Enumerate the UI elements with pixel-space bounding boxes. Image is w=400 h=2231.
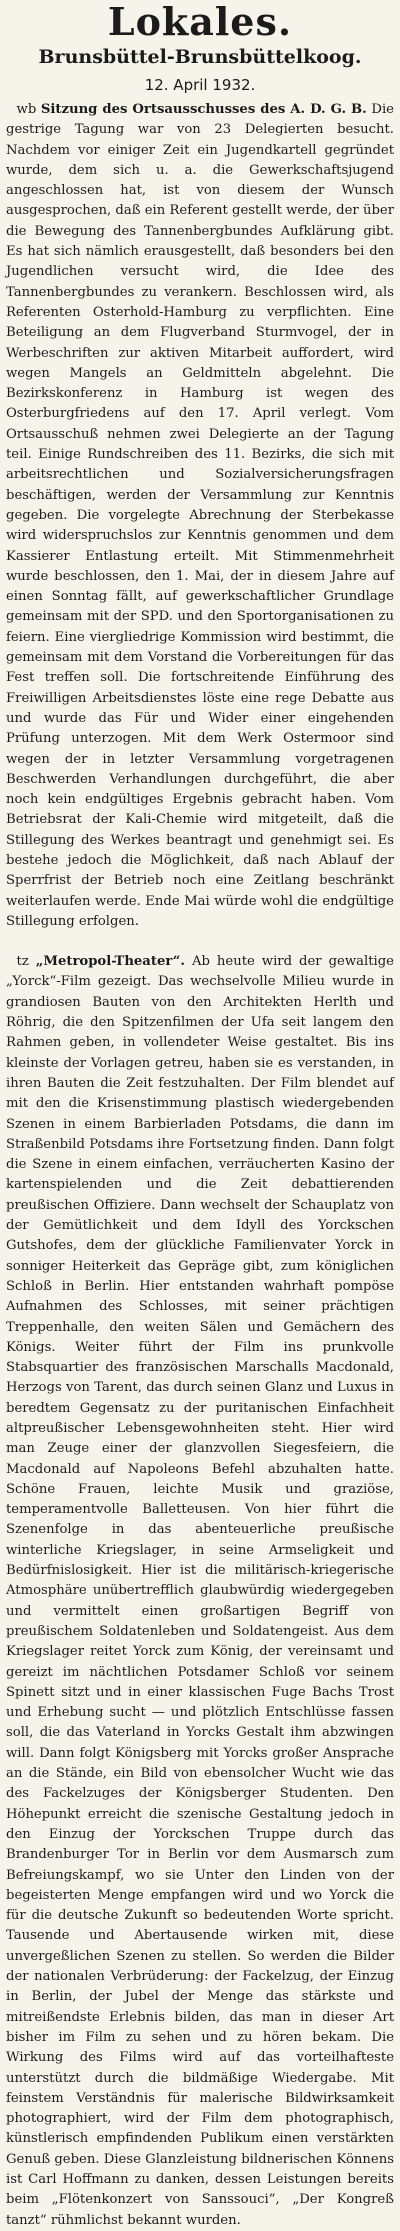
article-union-meeting [6,100,394,932]
article-metropol-theater [6,952,394,2231]
article-headline: Sitzung des Ortsausschusses des A. D. G. B. [40,102,367,117]
article-byline: tz [16,954,29,970]
article-byline: wb [16,102,37,117]
article-body: Die gestrige Tagung war von 23 Delegierten besucht. Nachdem vor einiger Zeit ein Jugendkartell gegründet wurde, dem sich u. a. die Gewerkschaftsjugend angeschlossen hat, ist von diesem der Wunsch ausgesprochen, daß ein Referent gestellt werde, der über die Bewegung des Tannenbergbundes Aufklärung gibt. Es hat sich nämlich erausgestellt, daß besonders bei den Jugendlichen versucht wird, die Idee des Tannenbergbundes zu verankern. Beschlossen wird, als Referenten Osterhold-Hamburg zu verpflichten. Eine Beteiligung an dem Flugverband Sturmvogel, der in Werbeschriften zur aktiven Mitarbeit auffordert, wird wegen Mangels an Geldmitteln abgelehnt. Die Bezirkskonferenz in Hamburg ist wegen des Osterburgfriedens auf den 17. April verlegt. Vom Ortsausschuß nehmen zwei Delegierte an der Tagung teil. Einige Rundschreiben des 11. Bezirks, die sich mit arbeitsrechtlichen und Sozialversicherungsfragen beschäftigen, werden der Versammlung zur Kenntnis gegeben. Die vorgelegte Abrechnung der Sterbekasse wird widerspruchslos zur Kenntnis genommen und dem Kassierer Entlastung erteilt. Mit Stimmenmehrheit wurde beschlossen, den 1. Mai, der in diesem Jahre auf einen Sonntag fällt, auf gewerkschaftlicher Grundlage gemeinsam mit der SPD. und den Sportorganisationen zu feiern. Eine viergliedrige Kommission wird bestimmt, die gemeinsam mit dem Vorstand die Vorbereitungen für das Fest treffen soll. Die fortschreitende Einführung des Freiwilligen Arbeitsdienstes löste eine rege Debatte aus und wurde das Für und Wider einer eingehenden Prüfung unterzogen. Mit dem Werk Ostermoor sind wegen der in letzter Versammlung vorgetragenen Beschwerden Verhandlungen durchgeführt, die aber noch kein endgültiges Ergebnis gebracht haben. Vom Betriebsrat der Kali-Chemie wird mitgeteilt, daß die Stillegung des Werkes beantragt und genehmigt sei. Es bestehe jedoch die Möglichkeit, daß nach Ablauf der Sperrfrist der Betrieb noch eine Zeitlang beschränkt weiterlaufen werde. Ende Mai würde wohl die endgültige Stillegung erfolgen. [6,102,394,929]
article-headline: „Metropol-Theater“. [35,954,185,970]
article-divider [6,932,394,952]
article-body: Ab heute wird der gewaltige „Yorck“-Film gezeigt. Das wechselvolle Milieu wurde in grandiosen Bauten von den Architekten Herlth und Röhrig, die den Spitzenfilmen der Ufa seit langem den Rahmen geben, in vollendeter Weise gestaltet. Bis ins kleinste der Vorlagen getreu, haben sie es verstanden, in ihren Bauten die Zeit festzuhalten. Der Film blendet auf mit den die Krisenstimmung plastisch wiedergebenden Szenen in einem Barbierladen Potsdams, die dann im Straßenbild Potsdams ihre Fortsetzung finden. Dann folgt die Szene in einem einfachen, verräucherten Kasino der kartenspielenden und die Zeit debattierenden preußischen Offiziere. Dann wechselt der Schauplatz von der Gemütlichkeit und dem Idyll des Yorckschen Gutshofes, dem der glückliche Familienvater Yorck in sonniger Heiterkeit das Gepräge gibt, zum königlichen Schloß in Berlin. Hier entstanden wahrhaft pompöse Aufnahmen des Schlosses, mit seiner prächtigen Treppenhalle, den weiten Sälen und Gemächern des Königs. Weiter führt der Film ins prunkvolle Stabsquartier des französischen Marschalls Macdonald, Herzogs von Tarent, das durch seinen Glanz und Luxus in beredtem Gegensatz zu der puritanischen Einfachheit altpreußischer Lebensgewohnheiten steht. Hier wird man Zeuge einer der glanzvollen Siegesfeiern, die Macdonald auf Napoleons Befehl abzuhalten hatte. Schöne Frauen, leichte Musik und graziöse, temperamentvolle Balletteusen. Von hier führt die Szenenfolge in das abenteuerliche preußische winterliche Kriegslager, in seine Armseligkeit und Bedürfnislosigkeit. Hier ist die militärisch-kriegerische Atmosphäre unübertrefflich glaubwürdig wiedergegeben und vermittelt einen großartigen Begriff von preußischem Soldatenleben und Soldatengeist. Aus dem Kriegslager reitet Yorck zum König, der vereinsamt und gereizt im nächtlichen Potsdamer Schloß vor seinem Spinett sitzt und in einer klassischen Fuge Bachs Trost und Erhebung sucht — und plötzlich Entschlüsse fassen soll, die das Vaterland in Yorcks Gestalt ihm abzwingen will. Dann folgt Königsberg mit Yorcks großer Ansprache an die Stände, ein Bild von ebensolcher Wucht wie das des Fackelzuges der Königsberger Studenten. Den Höhepunkt erreicht die szenische Gestaltung jedoch in den Einzug der Yorckschen Truppe durch das Brandenburger Tor in Berlin vor dem Ausmarsch zum Befreiungskampf, wo sie Unter den Linden von der begeisterten Menge empfangen wird und wo Yorck die für die deutsche Zukunft so bedeutenden Worte spricht. Tausende und Abertausende wirken mit, diese unvergeßlichen Szenen zu stellen. So werden die Bilder der nationalen Verbrüderung: der Fackelzug, der Einzug in Berlin, der Jubel der Menge das stärkste und mitreißendste Erlebnis bilden, das man in dieser Art bisher im Film zu sehen und zu hören bekam. Die Wirkung des Films wird auf das vorteilhafteste unterstützt durch die bildmäßige Wiedergabe. Mit feinstem Verständnis für malerische Bildwirksamkeit photographiert, wird der Film dem photographisch, künstlerisch empfindenden Publikum einen verstärkten Genuß geben. Diese Glanzleistung bildnerischen Könnens ist Carl Hoffmann zu danken, dessen Leistungen bereits beim „Flötenkonzert von Sanssouci“, „Der Kongreß tanzt“ rühmlichst bekannt wurden. [6,954,394,2228]
section-subtitle: Brunsbüttel-Brunsbüttelkoog. [38,46,362,68]
dateline: 12. April 1932. [144,76,256,94]
masthead [6,0,394,96]
section-title: Lokales. [107,0,293,44]
